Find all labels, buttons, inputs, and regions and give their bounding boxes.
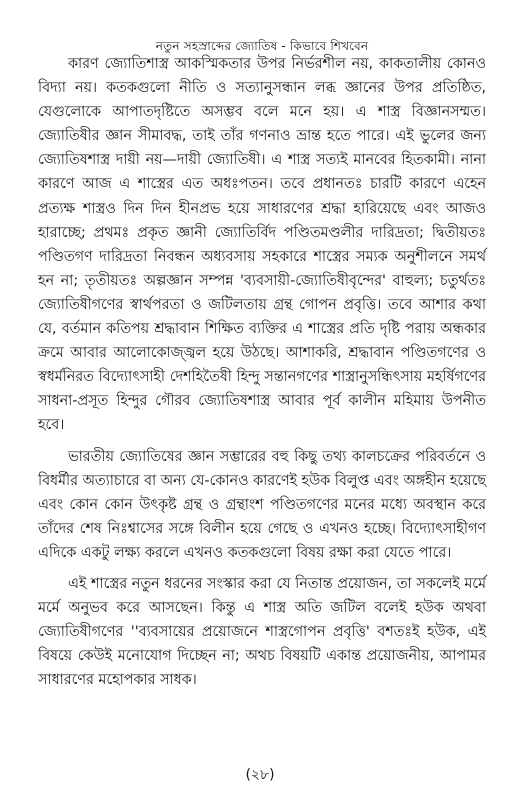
running-header: নতুন সহস্রাব্দের জ্যোতিষ - কিভাবে শিখবেন (155, 39, 369, 53)
page-number: (২৮) (245, 767, 275, 783)
paragraph-3: এই শাস্ত্রের নতুন ধরনের সংস্কার করা যে নিতান্ত প্রয়োজন, তা সকলেই মর্মে মর্মে অনুভব করে আসছেন। কিন্তু এ শাস্ত্র অতি জটিল বলেই হউক অথবা জ্যোতিষীগণের ''ব্যবসায়ের প্রয়োজনে শাস্ত্রগোপন প্রবৃত্তি' বশতঃই হউক, এই বিষয়ে কেউই মনোযোগ দিচ্ছেন না; অথচ বিষয়টি একান্ত প্রয়োজনীয়, আপামর সাধারণের মহোপকার সাধক। (38, 575, 486, 689)
body-text (38, 52, 486, 692)
paragraph-1: কারণ জ্যোতিশাস্ত্র আকস্মিকতার উপর নির্ভরশীল নয়, কাকতালীয় কোনও বিদ্যা নয়। কতকগুলো নীতি ও সত্যানুসন্ধান লব্ধ জ্ঞানের উপর প্রতিষ্ঠিত, যেগুলোকে আপাতদৃষ্টিতে অসম্ভব বলে মনে হয়। এ শাস্ত্র বিজ্ঞানসম্মত। জ্যোতিষীর জ্ঞান সীমাবদ্ধ, তাই তাঁর গণনাও ভ্রান্ত হতে পারে। এই ভুলের জন্য জ্যোতিষশাস্ত্র দায়ী নয়—দায়ী জ্যোতিষী। এ শাস্ত্র সত্যই মানবের হিতকামী। নানা কারণে আজ এ শাস্ত্রের এত অধঃপতন। তবে প্রধানতঃ চারটি কারণে এহেন প্রত্যক্ষ শাস্ত্রও দিন দিন হীনপ্রভ হয়ে সাধারণের শ্রদ্ধা হারিয়েছে এবং আজও হারাচ্ছে; প্রথমঃ প্রকৃত জ্ঞানী জ্যোতির্বিদ পণ্ডিতমণ্ডলীর দারিদ্রতা; দ্বিতীয়তঃ পণ্ডিতগণ দারিদ্রতা নিবন্ধন অধ্যবসায় সহকারে শাস্ত্রের সম্যক অনুশীলনে সমর্থ হন না; তৃতীয়তঃ অল্পজ্ঞান সম্পন্ন 'ব্যবসায়ী-জ্যোতিষীবৃন্দের' বাহুল্য; চতুর্থতঃ জ্যোতিষীগণের স্বার্থপরতা ও জটিলতায় গ্রন্থ গোপন প্রবৃত্তি। তবে আশার কথা যে, বর্তমান কতিপয় শ্রদ্ধাবান শিক্ষিত ব্যক্তির এ শাস্ত্রের প্রতি দৃষ্টি পরায় অন্ধকার ক্রমে আবার আলোকোজ্জ্বল হয়ে উঠছে। আশাকরি, শ্রদ্ধাবান পণ্ডিতগণের ও স্বধর্মনিরত বিদ্যোৎসাহী দেশহিতৈষী হিন্দু সন্তানগণের শাস্ত্রানুসন্ধিৎসায় মহর্ষিগণের সাধনা-প্রসূত হিন্দুর গৌরব জ্যোতিষশাস্ত্র আবার পূর্ব কালীন মহিমায় উপনীত হবে। (38, 56, 486, 434)
paragraph-2: ভারতীয় জ্যোতিষের জ্ঞান সম্ভারের বহু কিছু তথ্য কালচক্রের পরিবর্তনে ও বিধর্মীর অত্যাচারে বা অন্য যে-কোনও কারণেই হউক বিলুপ্ত এবং অঙ্গহীন হয়েছে এবং কোন কোন উৎকৃষ্ট গ্রন্থ ও গ্রন্থাংশ পণ্ডিতগণের মনের মধ্যে অবস্থান করে তাঁদের শেষ নিঃশ্বাসের সঙ্গে বিলীন হয়ে গেছে ও এখনও হচ্ছে। বিদ্যোৎসাহীগণ এদিকে একটু লক্ষ্য করলে এখনও কতকগুলো বিষয় রক্ষা করা যেতে পারে। (38, 448, 486, 561)
